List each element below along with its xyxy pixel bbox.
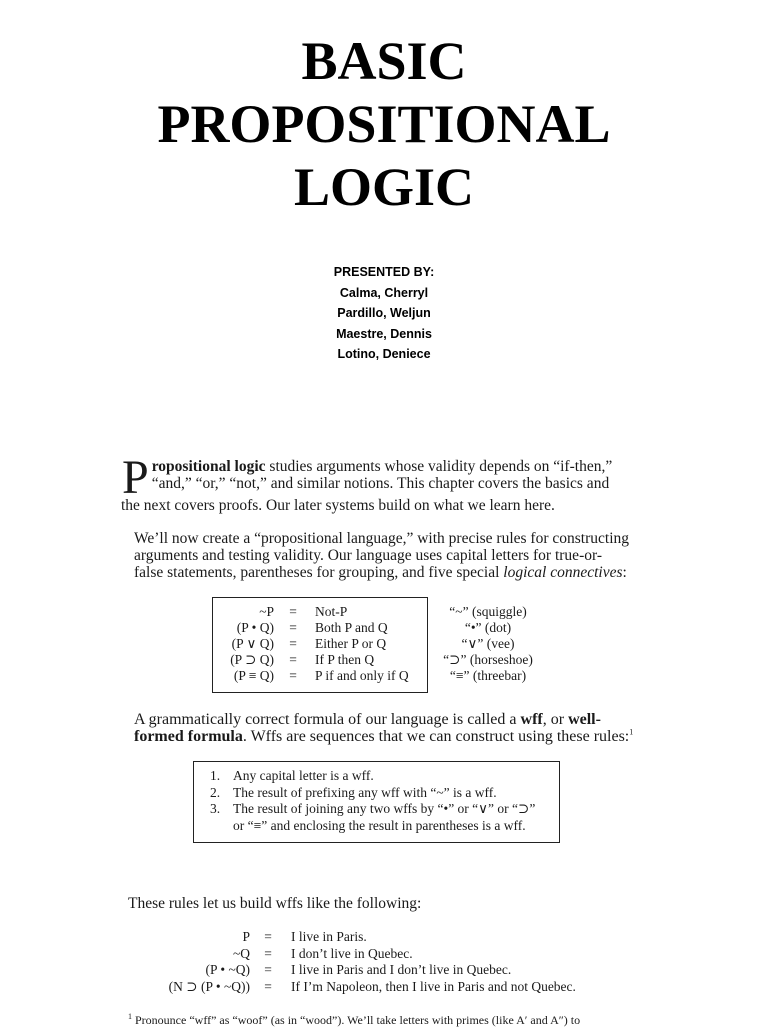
rule-item xyxy=(210,801,535,818)
presenter-name: Pardillo, Weljun xyxy=(337,306,431,320)
wff-term: wff xyxy=(520,711,543,728)
rule-text: The result of prefixing any wff with “~” is a wff. xyxy=(233,784,497,800)
connective-name: “⊃” (horseshoe) xyxy=(443,652,533,667)
connective-symbol: (P • Q) xyxy=(236,620,274,635)
language-line-3-text: false statements, parentheses for grouping, and five special xyxy=(134,564,504,581)
connective-meaning: P if and only if Q xyxy=(315,668,409,683)
example-symbol: ~Q xyxy=(232,945,250,961)
intro-line-1-text: studies arguments whose validity depends on “if-then,” xyxy=(265,458,613,475)
drop-cap: P xyxy=(122,451,149,504)
footnote-marker: 1 xyxy=(629,727,634,737)
rule-continuation: or “≡” and enclosing the result in parentheses is a wff. xyxy=(233,817,526,833)
example-meaning: I don’t live in Quebec. xyxy=(291,945,413,961)
title-line-3: LOGIC xyxy=(293,157,475,217)
intro-term: ropositional logic xyxy=(151,458,266,475)
equals-sign: = xyxy=(264,945,272,961)
footnote-text: Pronounce “wff” as “woof” (as in “wood”). We’ll take letters with primes (like A′ and A″) to xyxy=(132,1013,581,1027)
wff-def-text: . Wffs are sequences that we can construct using these rules: xyxy=(242,728,630,745)
presenters-block xyxy=(0,262,768,365)
connective-symbol: (P ∨ Q) xyxy=(231,636,274,651)
well-term: well- xyxy=(568,711,601,728)
example-symbol: (P • ~Q) xyxy=(205,962,250,977)
equals-sign: = xyxy=(264,978,272,994)
example-meaning: I live in Paris and I don’t live in Quebec. xyxy=(291,962,512,977)
formed-formula-term: formed formula xyxy=(134,728,243,745)
examples-intro: These rules let us build wffs like the following: xyxy=(128,895,422,912)
presenter-name: Lotino, Deniece xyxy=(337,347,431,361)
connective-meaning: If P then Q xyxy=(315,652,375,667)
rule-text: The result of joining any two wffs by “•” or “∨” or “⊃” xyxy=(233,801,536,816)
connective-symbols-column xyxy=(222,604,274,684)
wff-definition-paragraph xyxy=(134,711,633,745)
equals-sign: = xyxy=(289,620,297,635)
rule-item xyxy=(210,785,535,802)
intro-line-2: “and,” “or,” “not,” and similar notions. This chapter covers the basics and xyxy=(151,475,610,492)
wff-def-line-1 xyxy=(134,711,633,728)
connective-meaning: Not-P xyxy=(315,604,348,619)
presenters-label: PRESENTED BY: xyxy=(333,265,435,279)
connective-symbol: (P ⊃ Q) xyxy=(230,652,274,667)
wff-def-line-2 xyxy=(134,728,633,745)
equals-sign: = xyxy=(289,668,297,683)
title-line-1: BASIC xyxy=(301,31,467,91)
equals-sign: = xyxy=(289,636,297,651)
example-symbols-column xyxy=(150,929,250,995)
wff-def-text: , or xyxy=(542,711,569,728)
intro-line-3: the next covers proofs. Our later systems build on what we learn here. xyxy=(121,497,555,514)
language-line-3 xyxy=(134,564,629,581)
footnote-number: 1 xyxy=(128,1012,132,1021)
presenter-name: Maestre, Dennis xyxy=(336,326,432,341)
equals-sign: = xyxy=(264,929,272,944)
page-title xyxy=(0,30,768,219)
language-line-3-end: : xyxy=(622,564,627,581)
equals-sign: = xyxy=(289,652,297,667)
intro-line-1 xyxy=(122,458,632,475)
connective-name: “∨” (vee) xyxy=(461,636,515,651)
rule-number: 3. xyxy=(210,801,221,816)
rule-item xyxy=(210,768,535,785)
footnote xyxy=(128,1013,580,1028)
language-paragraph xyxy=(134,530,629,581)
language-line-1: We’ll now create a “propositional language,” with precise rules for constructing xyxy=(134,530,630,547)
example-meanings-column xyxy=(291,929,621,995)
connective-name: “•” (dot) xyxy=(464,620,512,635)
intro-paragraph xyxy=(121,451,632,514)
title-line-2: PROPOSITIONAL xyxy=(157,94,611,154)
example-equals-column xyxy=(260,929,276,995)
presenter-name: Calma, Cherryl xyxy=(339,285,429,300)
example-symbol: (N ⊃ (P • ~Q)) xyxy=(168,978,250,994)
rule-number: 2. xyxy=(210,784,221,800)
example-meaning: I live in Paris. xyxy=(291,929,367,944)
rule-text: Any capital letter is a wff. xyxy=(233,768,374,783)
connective-symbol: (P ≡ Q) xyxy=(233,668,274,683)
connective-meaning: Either P or Q xyxy=(315,636,387,651)
rule-number: 1. xyxy=(210,768,221,783)
connective-meaning: Both P and Q xyxy=(315,620,388,635)
example-symbol: P xyxy=(242,929,250,944)
equals-sign: = xyxy=(289,604,297,619)
connective-name: “≡” (threebar) xyxy=(449,668,527,683)
equals-sign: = xyxy=(264,962,272,977)
connective-name: “~” (squiggle) xyxy=(449,604,527,619)
wff-rules-list xyxy=(210,768,535,834)
connective-symbol: ~P xyxy=(259,604,274,619)
connective-equals-column xyxy=(285,604,301,684)
connective-meanings-column xyxy=(315,604,425,684)
language-line-2: arguments and testing validity. Our language uses capital letters for true-or- xyxy=(134,547,602,564)
example-meaning: If I’m Napoleon, then I live in Paris and not Quebec. xyxy=(291,978,576,994)
wff-def-text: A grammatically correct formula of our language is called a xyxy=(134,711,521,728)
logical-connectives-term: logical connectives xyxy=(503,564,623,581)
connective-names-column xyxy=(424,604,552,684)
